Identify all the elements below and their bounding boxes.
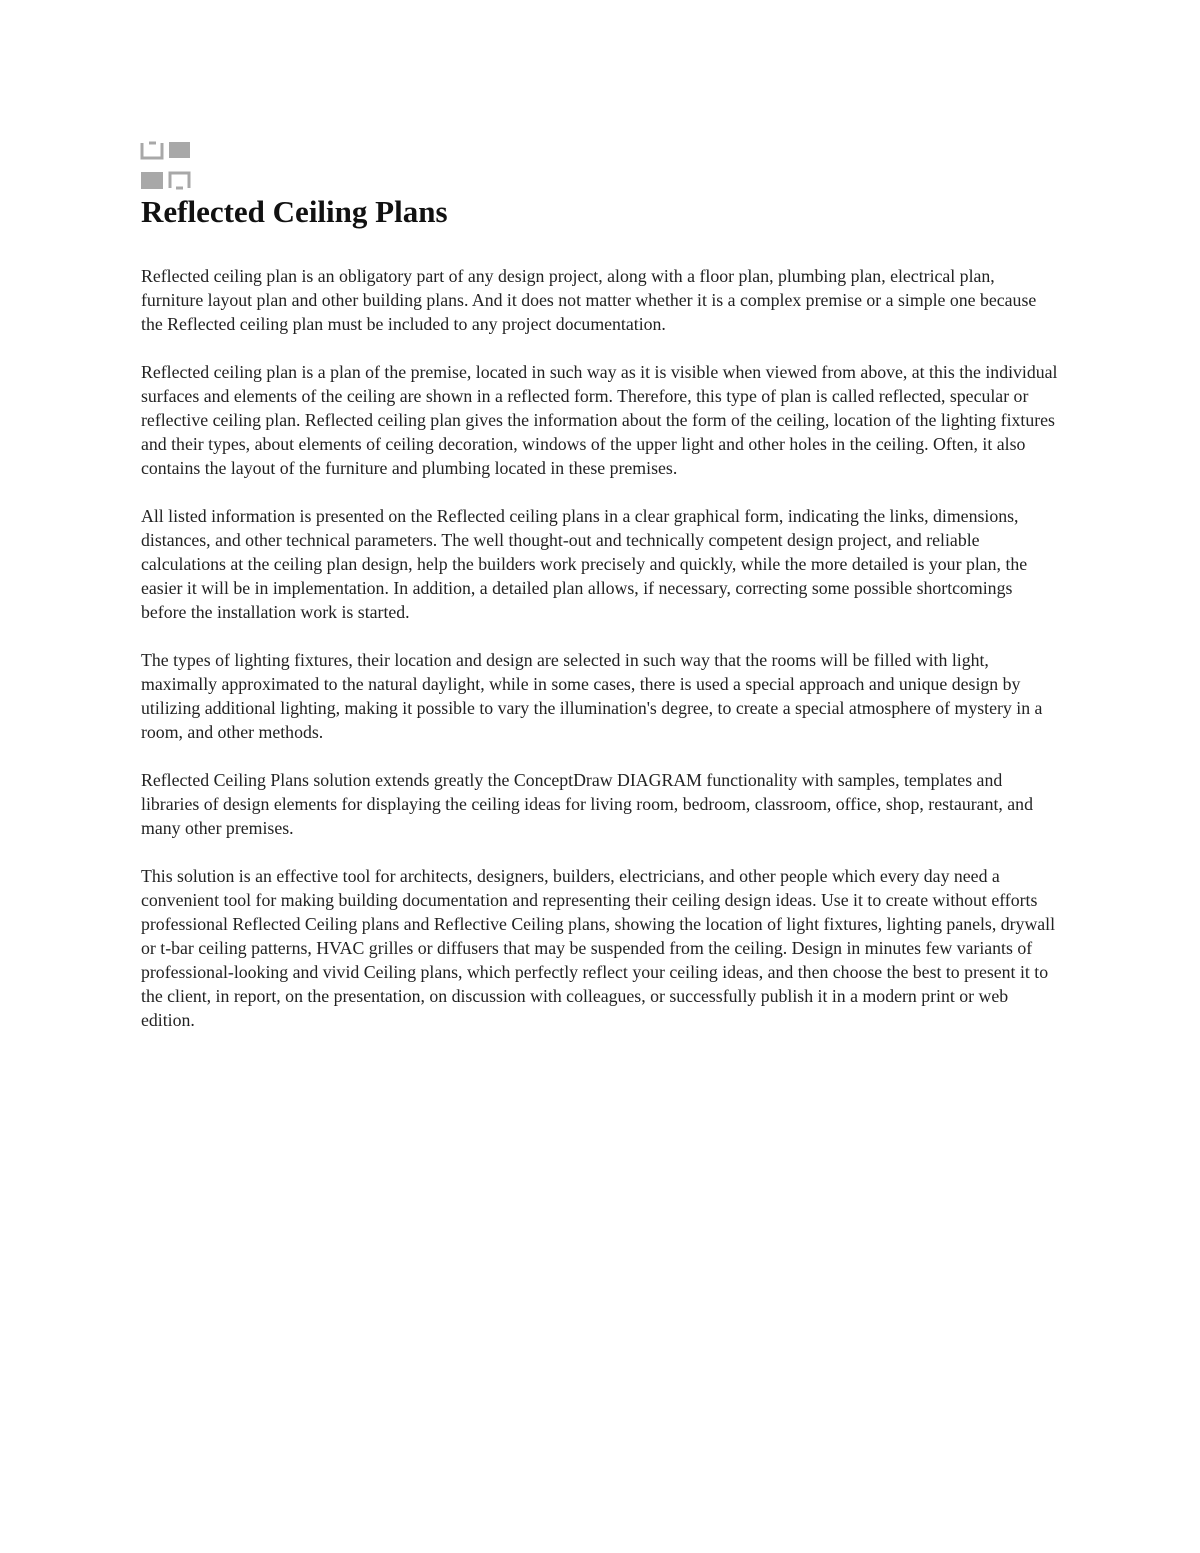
paragraph-information: All listed information is presented on the Reflected ceiling plans in a clear graphical form, indicating the links, dimensions, distances, and other technical parameters. The well thought-out and technically competent design project, and reliable calculations at the ceiling plan design, help the builders work precisely and quickly, while the more detailed is your plan, the easier it will be in implementation. In addition, a detailed plan allows, if necessary, correcting some possible shortcomings before the installation work is started. [141, 506, 1028, 622]
paragraph-lighting: The types of lighting fixtures, their location and design are selected in such way that the rooms will be filled with light, maximally approximated to the natural daylight, while in some cases, there is used a special approach and unique design by utilizing additional lighting, making it possible to vary the illumination's degree, to create a special atmosphere of mystery in a room, and other methods. [141, 650, 1043, 742]
paragraph-intro: Reflected ceiling plan is an obligatory part of any design project, along with a floor plan, plumbing plan, electrical plan, furniture layout plan and other building plans. And it does not matter whether it is a complex premise or a simple one because the Reflected ceiling plan must be included to any project documentation. [141, 266, 1037, 334]
paragraph-audience: This solution is an effective tool for architects, designers, builders, electricians, and other people which every day need a convenient tool for making building documentation and representing their ceiling design ideas. Use it to create without efforts professional Reflected Ceiling plans and Reflective Ceiling plans, showing the location of light fixtures, lighting panels, drywall or t-bar ceiling patterns, HVAC grilles or diffusers that may be suspended from the ceiling. Design in minutes few variants of professional-looking and vivid Ceiling plans, which perfectly reflect your ceiling ideas, and then choose the best to present it to the client, in report, on the presentation, on discussion with colleagues, or successfully publish it in a modern print or web edition. [141, 866, 1056, 1030]
document-title: Reflected Ceiling Plans [141, 194, 448, 229]
document-body [141, 192, 1061, 1056]
reflected-ceiling-plan-logo-icon [140, 140, 192, 190]
paragraph-solution: Reflected Ceiling Plans solution extends greatly the ConceptDraw DIAGRAM functionality with samples, templates and libraries of design elements for displaying the ceiling ideas for living room, bedroom, classroom, office, shop, restaurant, and many other premises. [141, 770, 1033, 838]
paragraph-definition: Reflected ceiling plan is a plan of the premise, located in such way as it is visible when viewed from above, at this the individual surfaces and elements of the ceiling are shown in a reflected form. Therefore, this type of plan is called reflected, specular or reflective ceiling plan. Reflected ceiling plan gives the information about the form of the ceiling, location of the lighting fixtures and their types, about elements of ceiling decoration, windows of the upper light and other holes in the ceiling. Often, it also contains the layout of the furniture and plumbing located in these premises. [141, 362, 1058, 478]
